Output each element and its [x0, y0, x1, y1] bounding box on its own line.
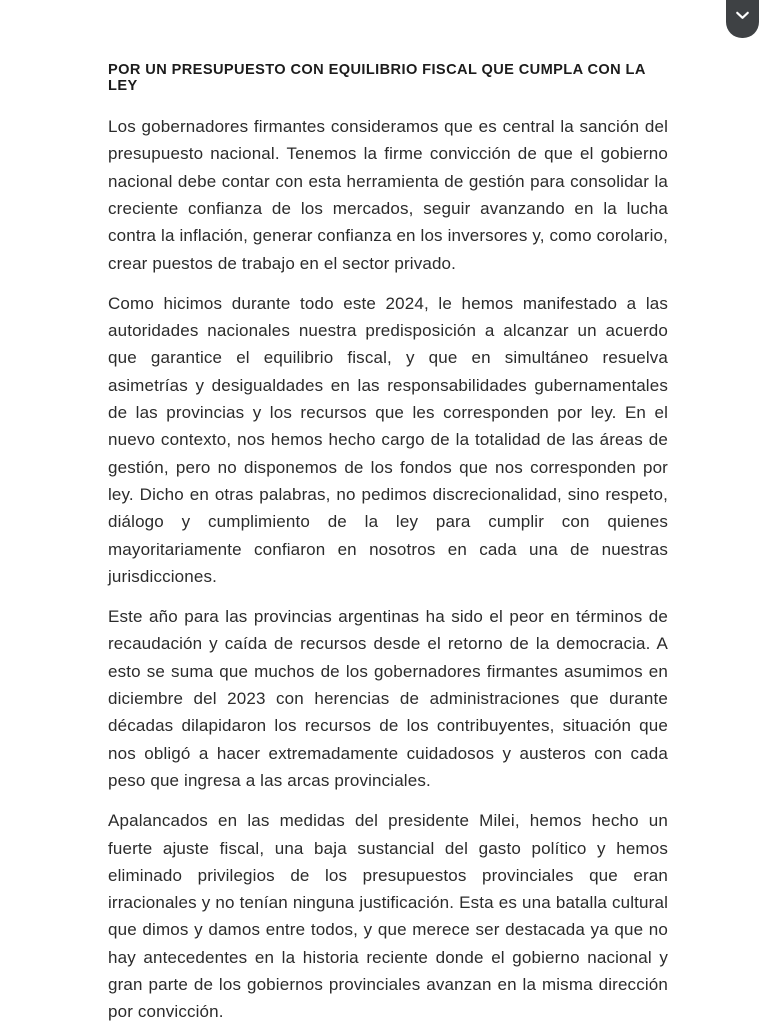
document-title: POR UN PRESUPUESTO CON EQUILIBRIO FISCAL QUE CUMPLA CON LA LEY	[108, 62, 646, 95]
document-paragraph: Este año para las provincias argentinas ha sido el peor en términos de recaudación y caída de recursos desde el retorno de la democracia. A esto se suma que muchos de los gobernadores firmantes asumimos en diciembre del 2023 con herencias de administraciones que durante décadas dilapidaron los recursos de los contribuyentes, situación que nos obligó a hacer extremadamente cuidadosos y austeros con cada peso que ingresa a las arcas provinciales.	[108, 607, 668, 790]
document-paragraph: Como hicimos durante todo este 2024, le hemos manifestado a las autoridades nacionales nuestra predisposición a alcanzar un acuerdo que garantice el equilibrio fiscal, y que en simultáneo resuelva asimetrías y desigualdades en las responsabilidades gubernamentales de las provincias y los recursos que les corresponden por ley. En el nuevo contexto, nos hemos hecho cargo de la totalidad de las áreas de gestión, pero no disponemos de los fondos que nos corresponden por ley. Dicho en otras palabras, no pedimos discrecionalidad, sino respeto, diálogo y cumplimiento de la ley para cumplir con quienes mayoritariamente confiaron en nosotros en cada una de nuestras jurisdicciones.	[108, 293, 668, 586]
document-paragraph: Los gobernadores firmantes consideramos que es central la sanción del presupuesto nacional. Tenemos la firme convicción de que el gobierno nacional debe contar con esta herramienta de gestión para consolidar la creciente confianza de los mercados, seguir avanzando en la lucha contra la inflación, generar confianza en los inversores y, como corolario, crear puestos de trabajo en el sector privado.	[108, 117, 668, 273]
chevron-down-icon	[735, 11, 750, 20]
document-paragraph: Apalancados en las medidas del presidente Milei, hemos hecho un fuerte ajuste fiscal, una baja sustancial del gasto político y hemos eliminado privilegios de los presupuestos provinciales que eran irracionales y no tenían ninguna justificación. Esta es una batalla cultural que dimos y damos entre todos, y que merece ser destacada ya que no hay antecedentes en la historia reciente donde el gobierno nacional y gran parte de los gobiernos provinciales avanzan en la misma dirección por convicción.	[108, 811, 668, 1022]
collapse-button[interactable]	[726, 0, 759, 38]
